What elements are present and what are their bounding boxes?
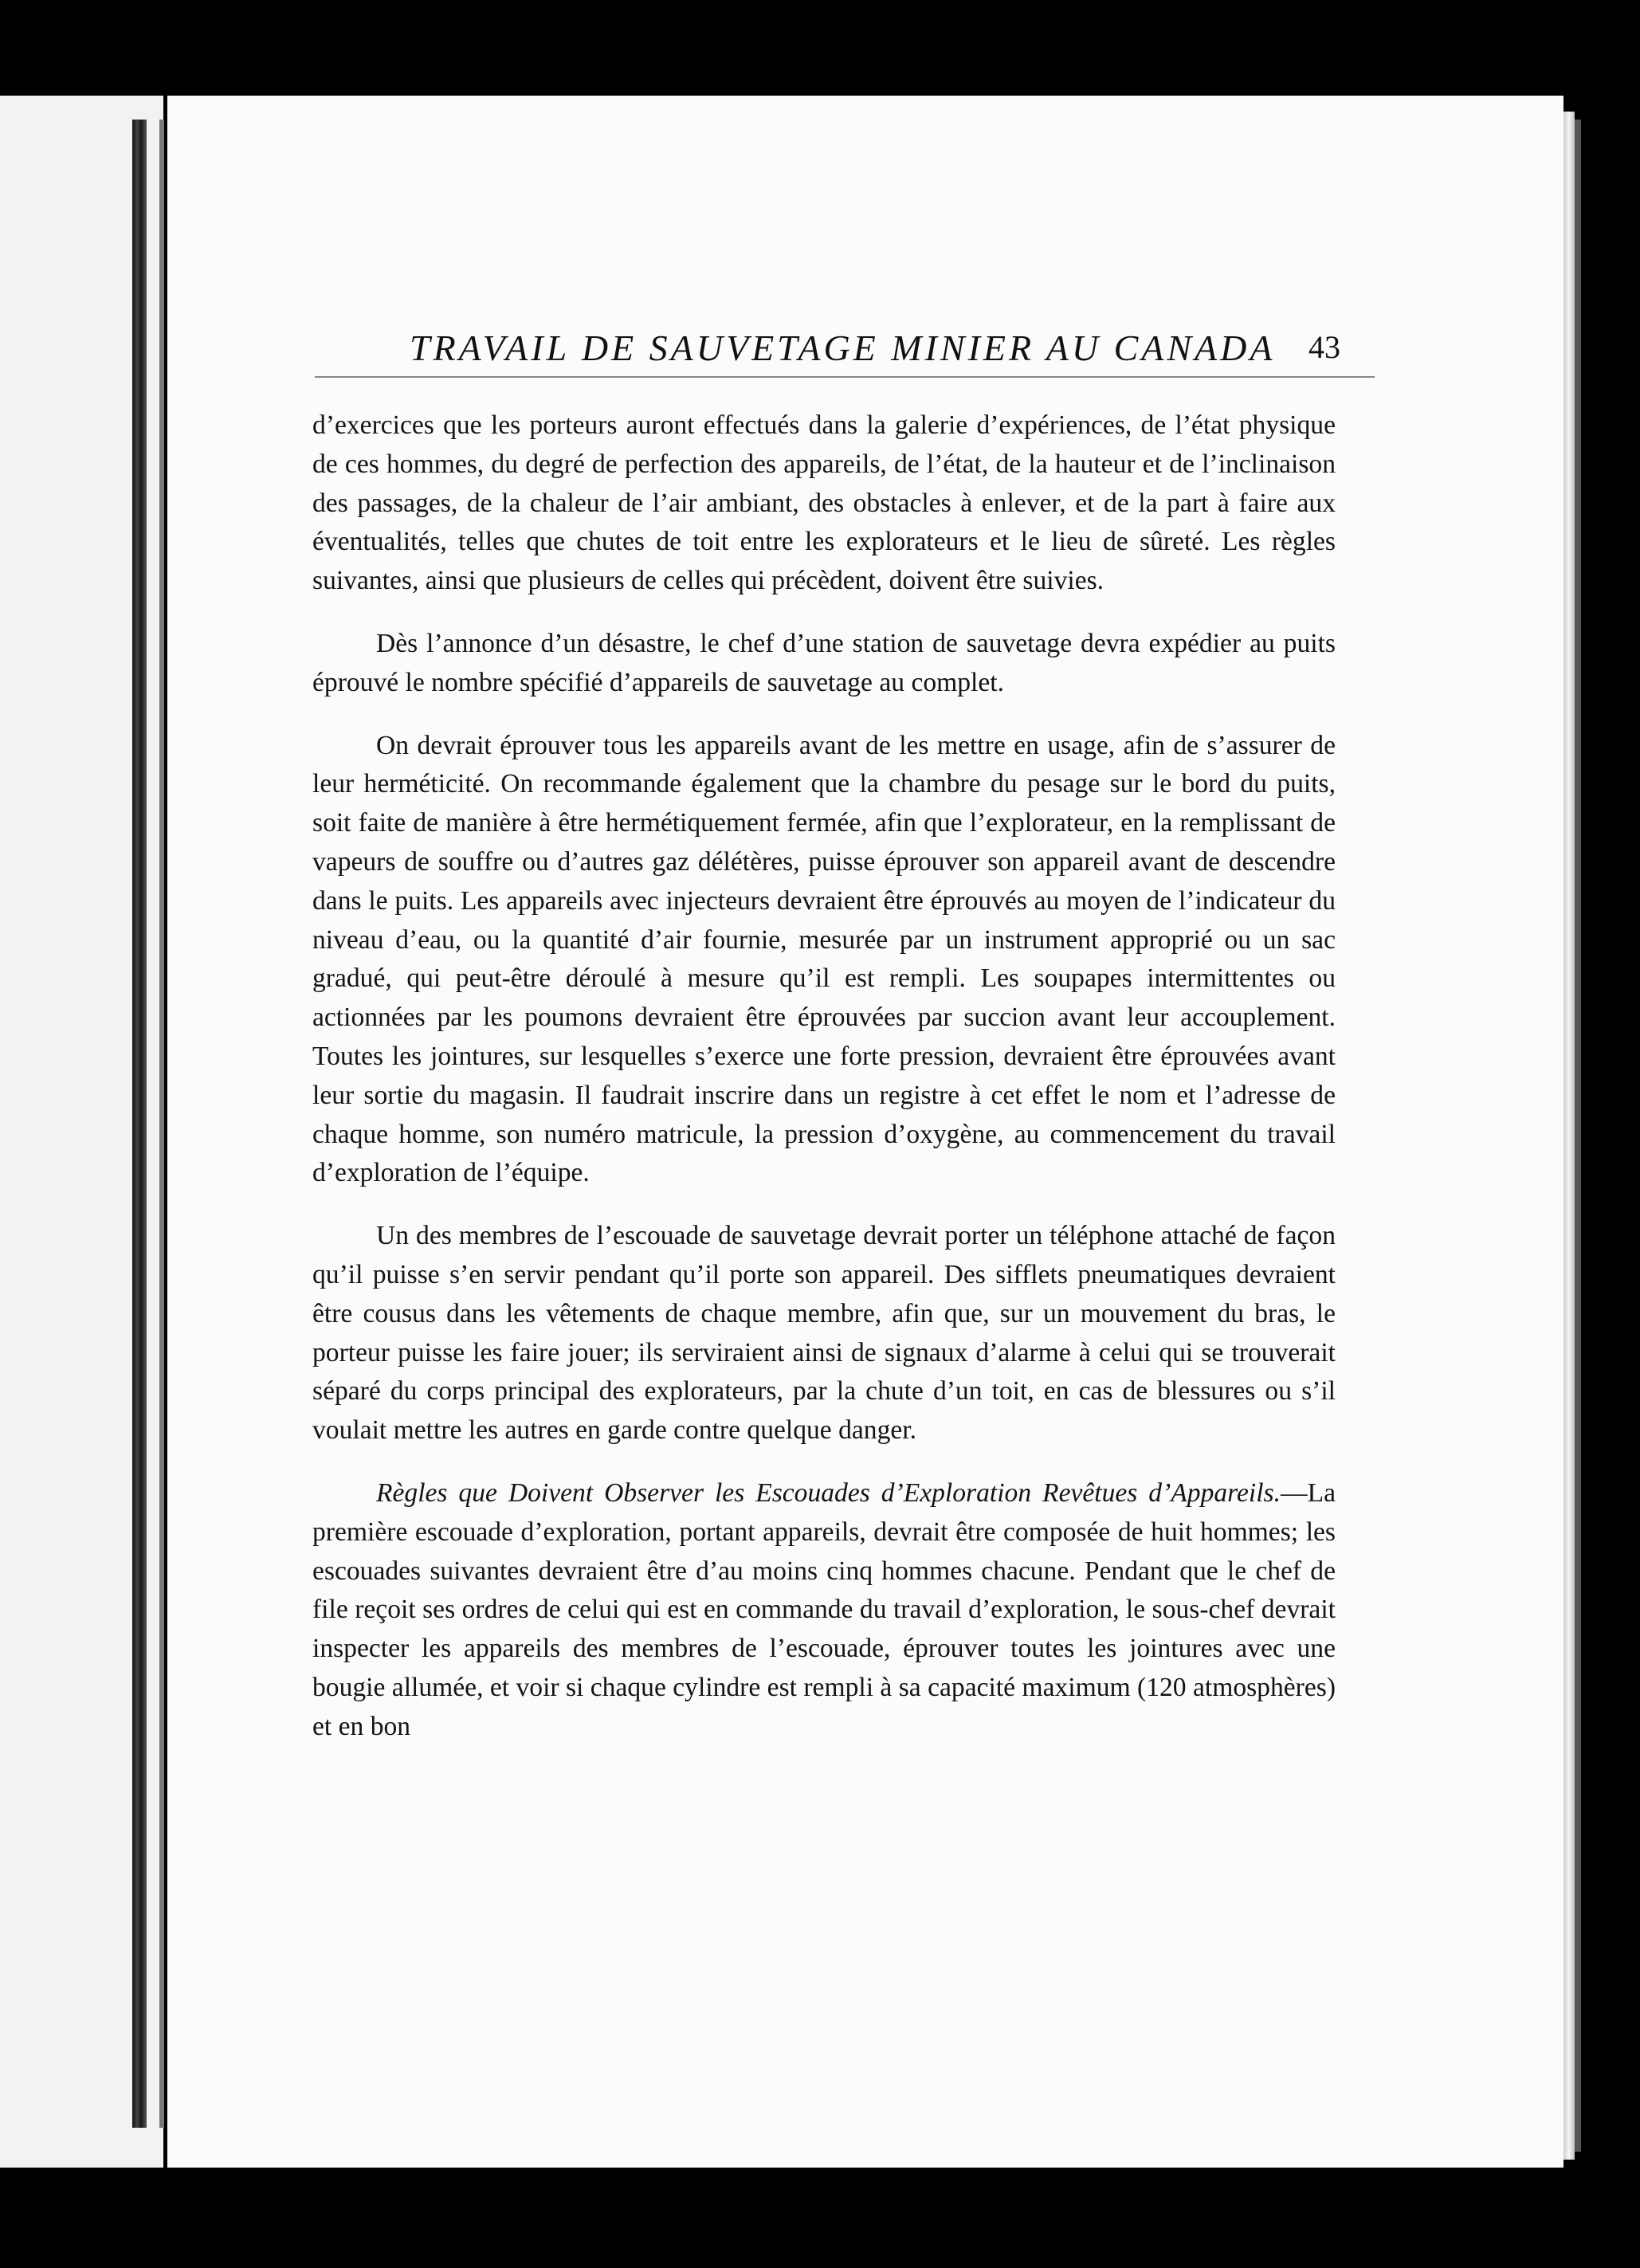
book-binding (132, 120, 147, 2128)
header-rule (315, 376, 1375, 378)
page-right-edge (1563, 112, 1575, 2160)
paragraph-2: Dès l’annonce d’un désastre, le chef d’une station de sauvetage devra expédier au puits éprouvé le nombre spécifié d’appareils de sauvetage au complet. (312, 628, 1336, 697)
paragraph-5 (312, 1474, 1336, 1747)
paragraph-5-text: —La première escouade d’exploration, portant appareils, devrait être composée de huit hommes; les escouades suivantes devraient être d’au moins cinq hommes chacune. Pendant que le chef de file reçoit ses ordres de celui qui est en commande du travail d’exploration, le sous-chef devrait inspecter les appareils des membres de l’escouade, éprouver toutes les jointures avec une bougie allumée, et voir si chaque cylindre est rempli à sa capacité maximum (120 atmosphères) et en bon (312, 1477, 1336, 1741)
section-title: Règles que Doivent Observer les Escouades d’Exploration Revêtues d’Appareils. (376, 1477, 1281, 1508)
paragraph-4: Un des membres de l’escouade de sauvetage devrait porter un téléphone attaché de façon qu’il puisse s’en servir pendant qu’il porte son appareil. Des sifflets pneumatiques devraient être cousus dans les vêtements de chaque membre, afin que, sur un mouvement du bras, le porteur puisse les faire jouer; ils serviraient ainsi de signaux d’alarme à celui qui se trouverait séparé du corps principal des explorateurs, par la chute d’un toit, en cas de blessures ou s’il voulait mettre les autres en garde contre quelque danger. (312, 1221, 1336, 1446)
binding-gutter (159, 120, 164, 2128)
page-right-shadow (1575, 120, 1581, 2152)
page-header (410, 327, 1340, 376)
running-title: TRAVAIL DE SAUVETAGE MINIER AU CANADA (410, 328, 1276, 368)
paragraph-1: d’exercices que les porteurs auront effectués dans la galerie d’expériences, de l’état physique de ces hommes, du degré de perfection des appareils, de l’état, de la hauteur et de l’inclinaison des passages, de la chaleur de l’air ambiant, des obstacles à enlever, et de la part à faire aux éventualités, telles que chutes de toit entre les explorateurs et le lieu de sûreté. Les règles suivantes, ainsi que plusieurs de celles qui précèdent, doivent être suivies. (312, 410, 1336, 596)
page-body (312, 406, 1336, 1747)
paragraph-3: On devrait éprouver tous les appareils avant de les mettre en usage, afin de s’assurer de leur herméticité. On recommande également que la chambre du pesage sur le bord du puits, soit faite de manière à être hermétiquement fermée, afin que l’explorateur, en la remplissant de vapeurs de souffre ou d’autres gaz délétères, puisse éprouver son appareil avant de descendre dans le puits. Les appareils avec injecteurs devraient être éprouvés au moyen de l’indicateur du niveau d’eau, ou la quantité d’air fournie, mesurée par un instrument approprié ou un sac gradué, qui peut-être déroulé à mesure qu’il est rempli. Les soupapes intermittentes ou actionnées par les poumons devraient être éprouvées par succion avant leur accouplement. Toutes les jointures, sur lesquelles s’exerce une forte pression, devraient être éprouvées avant leur sortie du magasin. Il faudrait inscrire dans un registre à cet effet le nom et l’adresse de chaque homme, son numéro matricule, la pression d’oxygène, au commencement du travail d’exploration de l’équipe. (312, 730, 1336, 1188)
page-number: 43 (1308, 329, 1340, 365)
